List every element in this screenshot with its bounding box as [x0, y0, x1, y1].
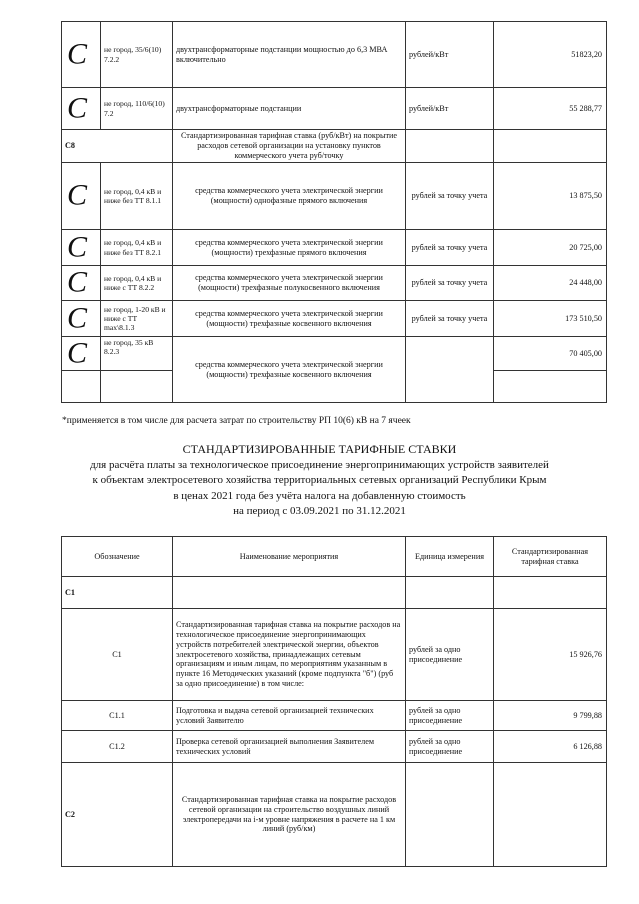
row-value: 70 405,00	[494, 337, 607, 371]
row-value: 51823,20	[494, 22, 607, 88]
symbol: С	[67, 178, 88, 212]
heading-period: на период с 03.09.2021 по 31.12.2021	[233, 505, 406, 517]
section-label: С8	[62, 130, 173, 163]
row-description: средства коммерческого учета электрической энергии (мощности) однофазные прямого включения	[173, 163, 406, 230]
row-value: 15 926,76	[494, 609, 607, 701]
row-description: Подготовка и выдача сетевой организацией технических условий Заявителю	[173, 701, 406, 731]
symbol: С	[67, 335, 88, 369]
table-row	[62, 88, 607, 130]
row-description: Проверка сетевой организацией выполнения Заявителем технических условий	[173, 731, 406, 763]
symbol: С	[67, 36, 88, 70]
row-unit: рублей/кВт	[406, 88, 494, 130]
row-code: С1	[62, 577, 173, 609]
row-unit: рублей за одно присоединение	[406, 609, 494, 701]
table-row	[62, 163, 607, 230]
row-value: 13 875,50	[494, 163, 607, 230]
row-description: Стандартизированная тарифная ставка на покрытие расходов на технологическое присоединение энергопринимающих устройств потребителей электрической энергии, объектов электросетевого хозяйства, принадлежащих сетевым организациям и иным лицам, по мероприятиям указанным в пункте 16 Методических указаний (кроме подпункта "б") (руб за одно присоединение) в том числе:	[173, 609, 406, 701]
row-unit: рублей за точку учета	[406, 301, 494, 337]
table-row	[62, 731, 607, 763]
table-row	[62, 763, 607, 867]
row-unit: рублей за точку учета	[406, 266, 494, 301]
row-value: 55 288,77	[494, 88, 607, 130]
row-unit	[406, 337, 494, 403]
row-description: двухтрансформаторные подстанции мощностью до 6,3 МВА включительно	[173, 22, 406, 88]
row-description: средства коммерческого учета электрической энергии (мощности) трехфазные полукосвенного включения	[173, 266, 406, 301]
header-unit: Единица измерения	[406, 537, 494, 577]
footnote: *применяется в том числе для расчета затрат по строительству РП 10(6) кВ на 7 ячеек	[62, 416, 411, 426]
row-description: Стандартизированная тарифная ставка (руб/кВт) на покрытие расходов сетевой организации на установку пунктов коммерческого учета руб/точку	[173, 130, 406, 163]
header-rate: Стандартизированная тарифная ставка	[494, 537, 607, 577]
row-description: Стандартизированная тарифная ставка на покрытие расходов сетевой организации на строительство воздушных линий электропередачи на i-м уровне напряжения в расчете на 1 км линий (руб/км)	[173, 763, 406, 867]
symbol: С	[67, 300, 88, 334]
symbol: С	[67, 229, 88, 263]
document-heading	[0, 442, 639, 520]
row-code: не город, 0,4 кВ и ниже без ТТ 8.1.1	[101, 163, 173, 230]
row-value: 20 725,00	[494, 230, 607, 266]
table-row	[62, 609, 607, 701]
table-row	[62, 230, 607, 266]
symbol: С	[67, 90, 88, 124]
row-code: не город, 35 кВ 8.2.3	[101, 337, 173, 371]
heading-line: в ценах 2021 года без учёта налога на добавленную стоимость	[173, 489, 466, 502]
row-code: С2	[62, 763, 173, 867]
table-header-row	[62, 537, 607, 577]
row-value: 9 799,88	[494, 701, 607, 731]
row-description: средства коммерческого учета электрической энергии (мощности) трехфазные косвенного включения	[173, 337, 406, 403]
row-description: средства коммерческого учета электрической энергии (мощности) трехфазные косвенного включения	[173, 301, 406, 337]
heading-title: СТАНДАРТИЗИРОВАННЫЕ ТАРИФНЫЕ СТАВКИ	[182, 442, 457, 456]
table-row	[62, 337, 607, 371]
table-row	[62, 22, 607, 88]
row-description: средства коммерческого учета электрической энергии (мощности) трехфазные прямого включения	[173, 230, 406, 266]
table-row	[62, 701, 607, 731]
row-value: 173 510,50	[494, 301, 607, 337]
row-code: не город, 1-20 кВ и ниже с ТТ max\8.1.3	[101, 301, 173, 337]
row-code: не город, 35/6(10) 7.2.2	[101, 22, 173, 88]
row-value: 6 126,88	[494, 731, 607, 763]
rates-table-continued	[61, 21, 607, 403]
row-code: не город, 110/6(10) 7.2	[101, 88, 173, 130]
table-row	[62, 301, 607, 337]
table-row	[62, 577, 607, 609]
symbol: С	[67, 265, 88, 299]
row-unit: рублей/кВт	[406, 22, 494, 88]
row-code: не город, 0,4 кВ и ниже без ТТ 8.2.1	[101, 230, 173, 266]
table-row	[62, 130, 607, 163]
table-row	[62, 266, 607, 301]
header-name: Наименование мероприятия	[173, 537, 406, 577]
row-unit: рублей за точку учета	[406, 163, 494, 230]
row-unit: рублей за одно присоединение	[406, 731, 494, 763]
heading-line: для расчёта платы за технологическое присоединение энергопринимающих устройств заявителей	[90, 458, 549, 471]
row-code: не город, 0,4 кВ и ниже с ТТ 8.2.2	[101, 266, 173, 301]
row-code: С1.2	[62, 731, 173, 763]
row-unit: рублей за одно присоединение	[406, 701, 494, 731]
row-code: С1.1	[62, 701, 173, 731]
row-code: С1	[62, 609, 173, 701]
row-unit: рублей за точку учета	[406, 230, 494, 266]
row-description: двухтрансформаторные подстанции	[173, 88, 406, 130]
header-designation: Обозначение	[62, 537, 173, 577]
rates-table	[61, 536, 607, 867]
heading-line: к объектам электросетевого хозяйства территориальных сетевых организаций Республики Крым	[92, 474, 547, 486]
row-value: 24 448,00	[494, 266, 607, 301]
